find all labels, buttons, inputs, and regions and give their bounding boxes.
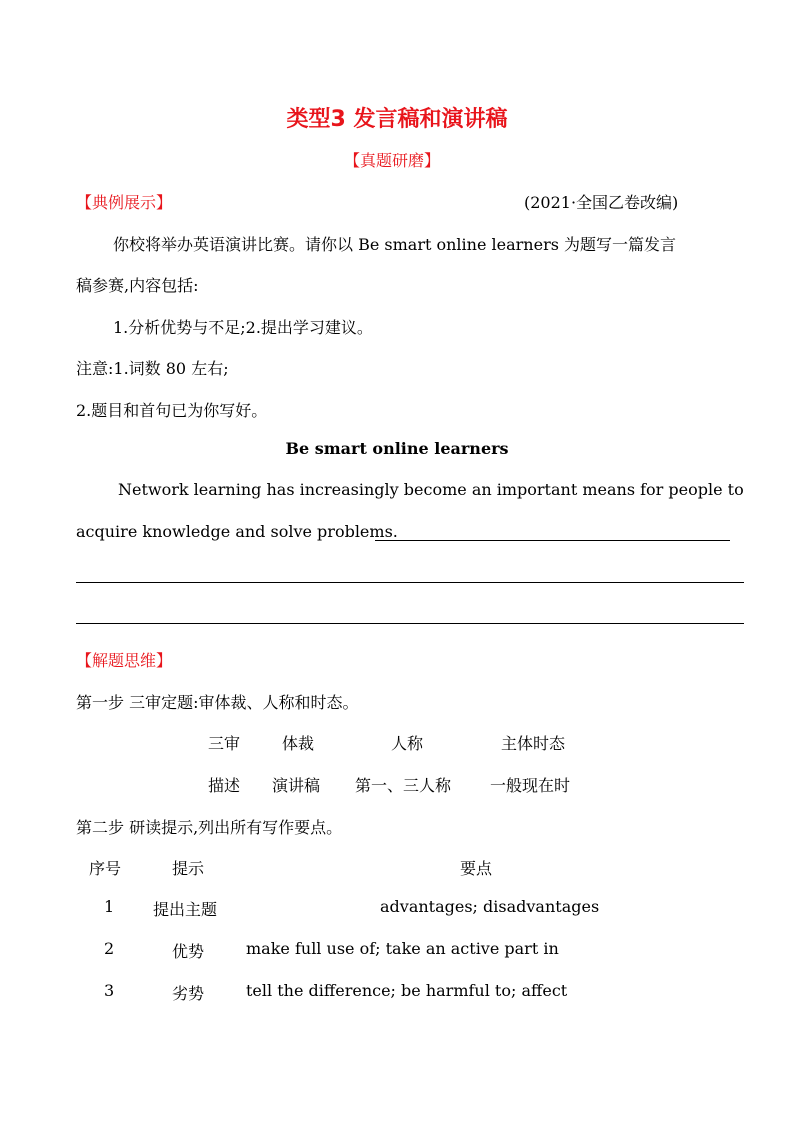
example-source: (2021·全国乙卷改编) [524,193,679,212]
step2-row-2-hint: 优势 [172,942,205,961]
answer-line-2 [76,623,744,624]
step2-row-2-no: 2 [104,939,115,958]
step2-header-no: 序号 [89,859,122,878]
page-title: 类型3 发言稿和演讲稿 [286,107,508,132]
step-1: 第一步 三审定题:审体裁、人称和时态。 [76,693,359,712]
step2-row-3-hint: 劣势 [172,984,205,1003]
essay-line-1: Network learning has increasingly become an important means for people to [118,480,744,499]
step2-row-1-no: 1 [104,897,115,916]
step1-header-0: 三审 [208,734,241,753]
step1-value-3: 一般现在时 [490,776,571,795]
thinking-heading: 【解题思维】 [76,651,173,670]
example-heading: 【典例展示】 [76,193,173,212]
step2-row-3-points: tell the difference; be harmful to; affect [246,981,568,1000]
step1-value-1: 演讲稿 [272,776,321,795]
step1-value-2: 第一、三人称 [355,776,452,795]
step2-header-points: 要点 [460,859,493,878]
step2-row-2-points: make full use of; take an active part in [246,939,559,958]
step1-header-1: 体裁 [282,734,315,753]
essay-line-2: acquire knowledge and solve problems. [76,522,398,541]
section-real-heading: 【真题研磨】 [344,151,441,170]
step2-row-1-points: advantages; disadvantages [380,897,600,916]
step1-header-2: 人称 [391,734,424,753]
step2-header-hint: 提示 [172,859,205,878]
note-2: 2.题目和首句已为你写好。 [76,401,268,420]
prompt-line-1: 你校将举办英语演讲比赛。请你以 Be smart online learners 为题写一篇发言 [113,235,677,254]
prompt-line-2: 稿参赛,内容包括: [76,276,199,295]
step-2: 第二步 研读提示,列出所有写作要点。 [76,818,343,837]
answer-line-1 [76,582,744,583]
step2-row-1-hint: 提出主题 [153,900,218,919]
essay-title: Be smart online learners [285,439,509,458]
step2-row-3-no: 3 [104,981,115,1000]
answer-blank-line [375,540,730,541]
note-1: 注意:1.词数 80 左右; [76,359,229,378]
step1-header-3: 主体时态 [501,734,566,753]
step1-value-0: 描述 [208,776,241,795]
content-items: 1.分析优势与不足;2.提出学习建议。 [113,318,373,337]
